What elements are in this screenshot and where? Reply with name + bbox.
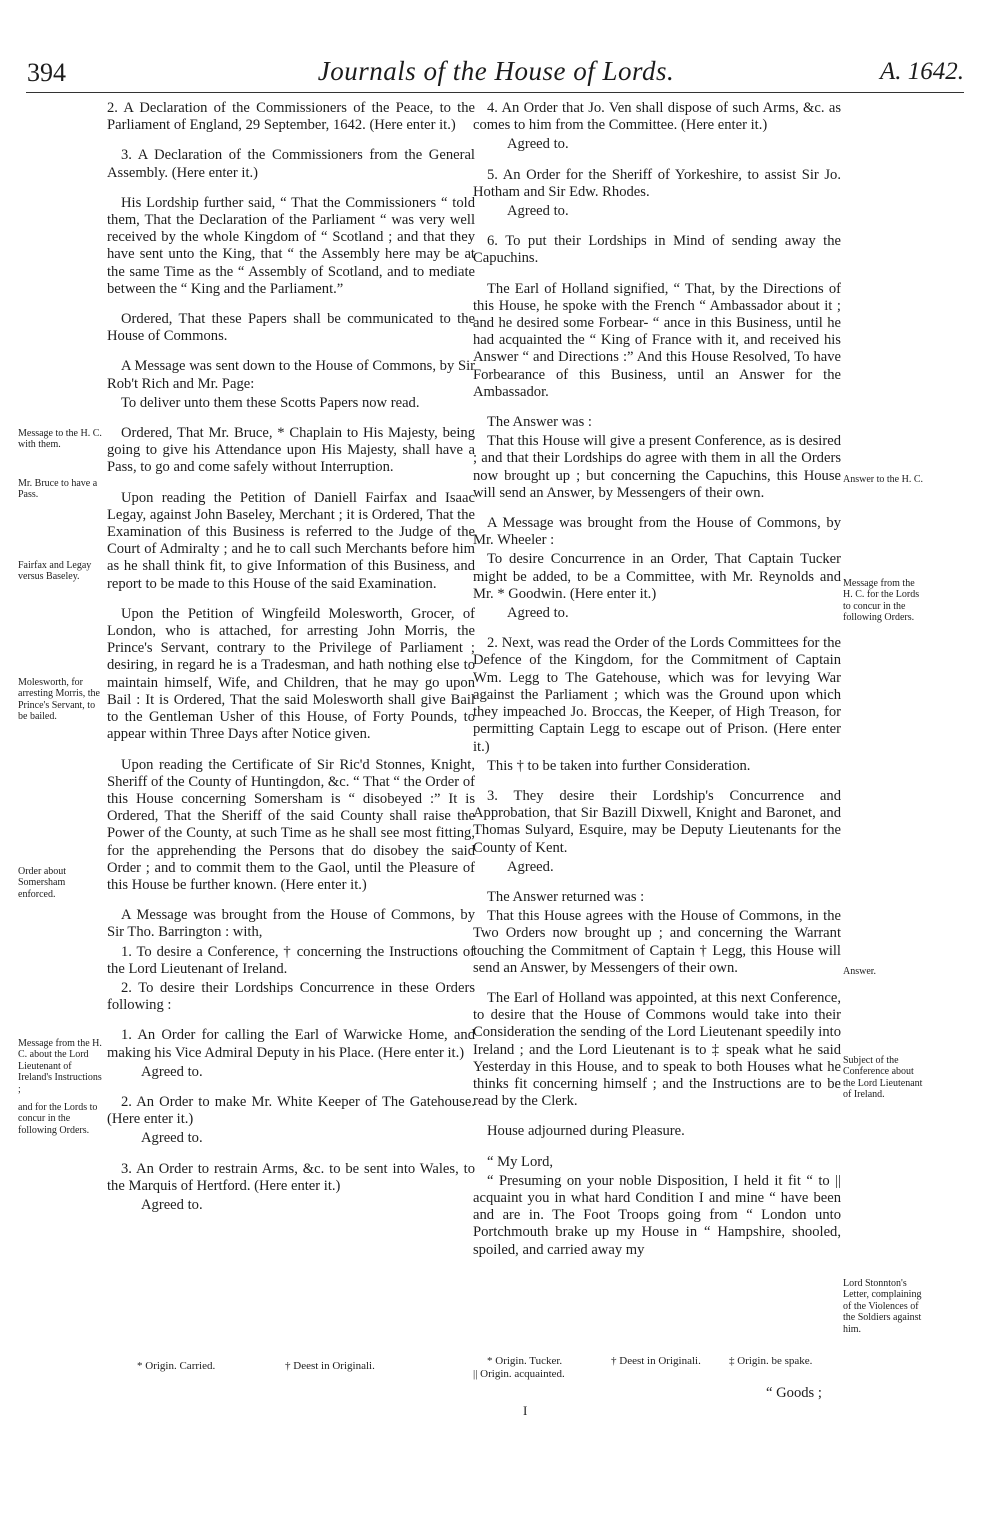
paragraph: Agreed to.: [507, 136, 569, 153]
paragraph: The Answer returned was :: [487, 888, 645, 905]
margin-note: Message from the H. C. about the Lord Lieutenant of Ireland's Instructions ;: [18, 1038, 102, 1095]
paragraph: Ordered, That Mr. Bruce, * Chaplain to His Majesty, being going to give his Attendance upon His Majesty, shall have a Pass, to go and come safely without Interruption.: [107, 425, 475, 476]
paragraph: A Message was brought from the House of Commons, by Sir Tho. Barrington : with,: [107, 907, 475, 941]
margin-note: Fairfax and Legay versus Baseley.: [18, 560, 92, 583]
page-year: A. 1642.: [879, 58, 964, 85]
paragraph: Agreed to.: [141, 1130, 203, 1147]
margin-note: Subject of the Conference about the Lord Lieutenant of Ireland.: [843, 1055, 923, 1101]
margin-note: Message from the H. C. for the Lords to concur in the following Orders.: [843, 578, 920, 624]
paragraph: Agreed to.: [507, 203, 569, 220]
page-number: 394: [27, 58, 66, 87]
paragraph: This † to be taken into further Consideration.: [487, 757, 751, 774]
paragraph: 2. A Declaration of the Commissioners of the Peace, to the Parliament of England, 29 September, 1642. (Here enter it.): [107, 100, 475, 134]
footnote: ‡ Origin. be spake.: [729, 1355, 813, 1367]
margin-note: Answer to the H. C.: [843, 474, 923, 485]
right-column: [473, 100, 841, 1272]
footnote: † Deest in Originali.: [285, 1360, 375, 1372]
margin-note: Order about Somersham enforced.: [18, 866, 67, 900]
paragraph: 5. An Order for the Sheriff of Yorkeshire, to assist Sir Jo. Hotham and Sir Edw. Rhodes.: [473, 166, 841, 200]
footnote: * Origin. Tucker.: [487, 1355, 563, 1367]
paragraph: 4. An Order that Jo. Ven shall dispose of such Arms, &c. as comes to him from the Committee. (Here enter it.): [473, 100, 841, 134]
paragraph: 2. Next, was read the Order of the Lords Committees for the Defence of the Kingdom, for the Commitment of Captain Wm. Legg to The Gatehouse, which was for levying War against the Parliament ; which was the Ground upon which they impeached Jo. Broccas, the Keeper, of High Treason, for permitting Captain Legg to escape out of Prison. (Here enter it.): [473, 635, 841, 755]
paragraph: Agreed.: [507, 858, 554, 875]
margin-note: Molesworth, for arresting Morris, the Prince's Servant, to be bailed.: [18, 677, 100, 723]
paragraph: A Message was brought from the House of Commons, by Mr. Wheeler :: [473, 515, 841, 549]
footnote: || Origin. acquainted.: [473, 1368, 565, 1380]
paragraph: 6. To put their Lordships in Mind of sending away the Capuchins.: [473, 233, 841, 267]
paragraph: To desire Concurrence in an Order, That Captain Tucker might be added, to be a Committee, with Mr. Reynolds and Mr. * Goodwin. (Here enter it.): [473, 551, 841, 602]
header-rule: [26, 92, 964, 93]
margin-note: and for the Lords to concur in the following Orders.: [18, 1102, 98, 1136]
paragraph: The Answer was :: [487, 414, 592, 431]
footnote: * Origin. Carried.: [137, 1360, 216, 1372]
paragraph: His Lordship further said, “ That the Commissioners “ told them, That the Declaration of the Parliament “ was very well received by the whole Kingdom of “ Scotland ; and that they have sent unto the King, that “ the Assembly here may be at the same Time as the “ Assembly of Scotland, and to mediate between the “ King and the Parliament.”: [107, 194, 475, 297]
page-title: Journals of the House of Lords.: [317, 56, 675, 86]
paragraph: The Earl of Holland was appointed, at this next Conference, to desire that the House of Commons would take into their Consideration the sending of the Lord Lieutenant speedily into Ireland ; and the Lord Lieutenant is to ‡ speak what he said Yesterday in this House, and to speak to both Houses what he thinks fit concerning himself ; and the Instructions are to be read by the Clerk.: [473, 989, 841, 1110]
paragraph: “ My Lord,: [487, 1153, 554, 1170]
page-header: [0, 50, 992, 98]
catchword: “ Goods ;: [766, 1385, 822, 1401]
paragraph: Upon reading the Petition of Daniell Fairfax and Isaac Legay, against John Baseley, Merchant ; it is Ordered, That the Examination of this Business is referred to the Judge of the Court of Admiralty ; and he to call such Merchants before him as he shall think fit, to give Information of this Business, and report to be made to this House of the said Examination.: [107, 489, 475, 592]
paragraph: That this House agrees with the House of Commons, in the Two Orders now brought up ; and concerning the Warrant touching the Commitment of Captain † Legg, this House will send an Answer, by Messengers of their own.: [473, 908, 841, 976]
paragraph: The Earl of Holland signified, “ That, by the Directions of this House, he spoke with the French “ Ambassador about it ; and he desired some Forbear- “ ance in this Business, until he had acquainted the “ King of France with it, and received his Answer “ and Directions :” And this House Resolved, To have Forbearance of this Business, until an Answer for the Ambassador.: [473, 280, 841, 400]
margin-note: Message to the H. C. with them.: [18, 428, 102, 451]
paragraph: Agreed to.: [141, 1063, 203, 1080]
paragraph: 1. An Order for calling the Earl of Warwicke Home, and making his Vice Admiral Deputy in his Place. (Here enter it.): [107, 1027, 475, 1061]
footnote: † Deest in Originali.: [611, 1355, 701, 1367]
paragraph: 1. To desire a Conference, † concerning the Instructions of the Lord Lieutenant of Ireland.: [107, 943, 475, 977]
paragraph: Upon the Petition of Wingfeild Molesworth, Grocer, of London, who is attached, for arresting John Morris, the Prince's Servant, contrary to the Privilege of Parliament ; desiring, in regard he is a Tradesman, and hath nothing else to maintain himself, Wife, and Children, that he may go upon Bail : It is Ordered, That the said Molesworth shall give Bail to the Gentleman Usher of this House, of Forty Pounds, to appear within Three Days after Notice given.: [107, 605, 475, 743]
paragraph: Upon reading the Certificate of Sir Ric'd Stonnes, Knight, Sheriff of the County of Huntingdon, &c. “ That “ the Order of this House concerning Somersham is “ disobeyed :” It is Ordered, That the Sheriff of the said County shall raise the Power of the County, at such Time as he shall see most fitting, for the apprehending the Persons that do disobey the said Order ; and to commit them to the Gaol, until the Pleasure of this House be further known. (Here enter it.): [107, 756, 475, 893]
paragraph: 2. An Order to make Mr. White Keeper of The Gatehouse. (Here enter it.): [107, 1093, 475, 1128]
signature-mark: I: [523, 1403, 528, 1418]
paragraph: Agreed to.: [141, 1196, 203, 1213]
margin-note: Lord Stonnton's Letter, complaining of the Violences of the Soldiers against him.: [843, 1278, 922, 1335]
paragraph: 3. They desire their Lordship's Concurrence and Approbation, that Sir Bazill Dixwell, Knight and Baronet, and Thomas Sulyard, Esquire, may be Deputy Lieutenants for the County of Kent.: [473, 787, 841, 856]
paragraph: 3. An Order to restrain Arms, &c. to be sent into Wales, to the Marquis of Hertford. (Here enter it.): [107, 1160, 475, 1194]
margin-note: Mr. Bruce to have a Pass.: [18, 478, 98, 501]
paragraph: 2. To desire their Lordships Concurrence in these Orders following :: [107, 979, 475, 1014]
paragraph: Agreed to.: [507, 605, 569, 622]
margin-note: Answer.: [843, 966, 877, 977]
left-column: [107, 100, 475, 1227]
paragraph: To deliver unto them these Scotts Papers now read.: [121, 394, 420, 411]
paragraph: A Message was sent down to the House of Commons, by Sir Rob't Rich and Mr. Page:: [107, 358, 475, 392]
paragraph: “ Presuming on your noble Disposition, I held it fit “ to || acquaint you in what hard Condition I and mine “ have been and are in. The Foot Troops going from “ London unto Portchmouth brake up my House in “ Hampshire, shooled, spoiled, and carried away my: [473, 1172, 841, 1258]
paragraph: House adjourned during Pleasure.: [487, 1123, 685, 1140]
paragraph: Ordered, That these Papers shall be communicated to the House of Commons.: [107, 311, 475, 345]
paragraph: 3. A Declaration of the Commissioners from the General Assembly. (Here enter it.): [107, 147, 475, 181]
paragraph: That this House will give a present Conference, as is desired ; and that their Lordships do agree with them in all the Orders now brought up ; but concerning the Capuchins, this House will send an Answer, by Messengers of their own.: [473, 433, 841, 501]
